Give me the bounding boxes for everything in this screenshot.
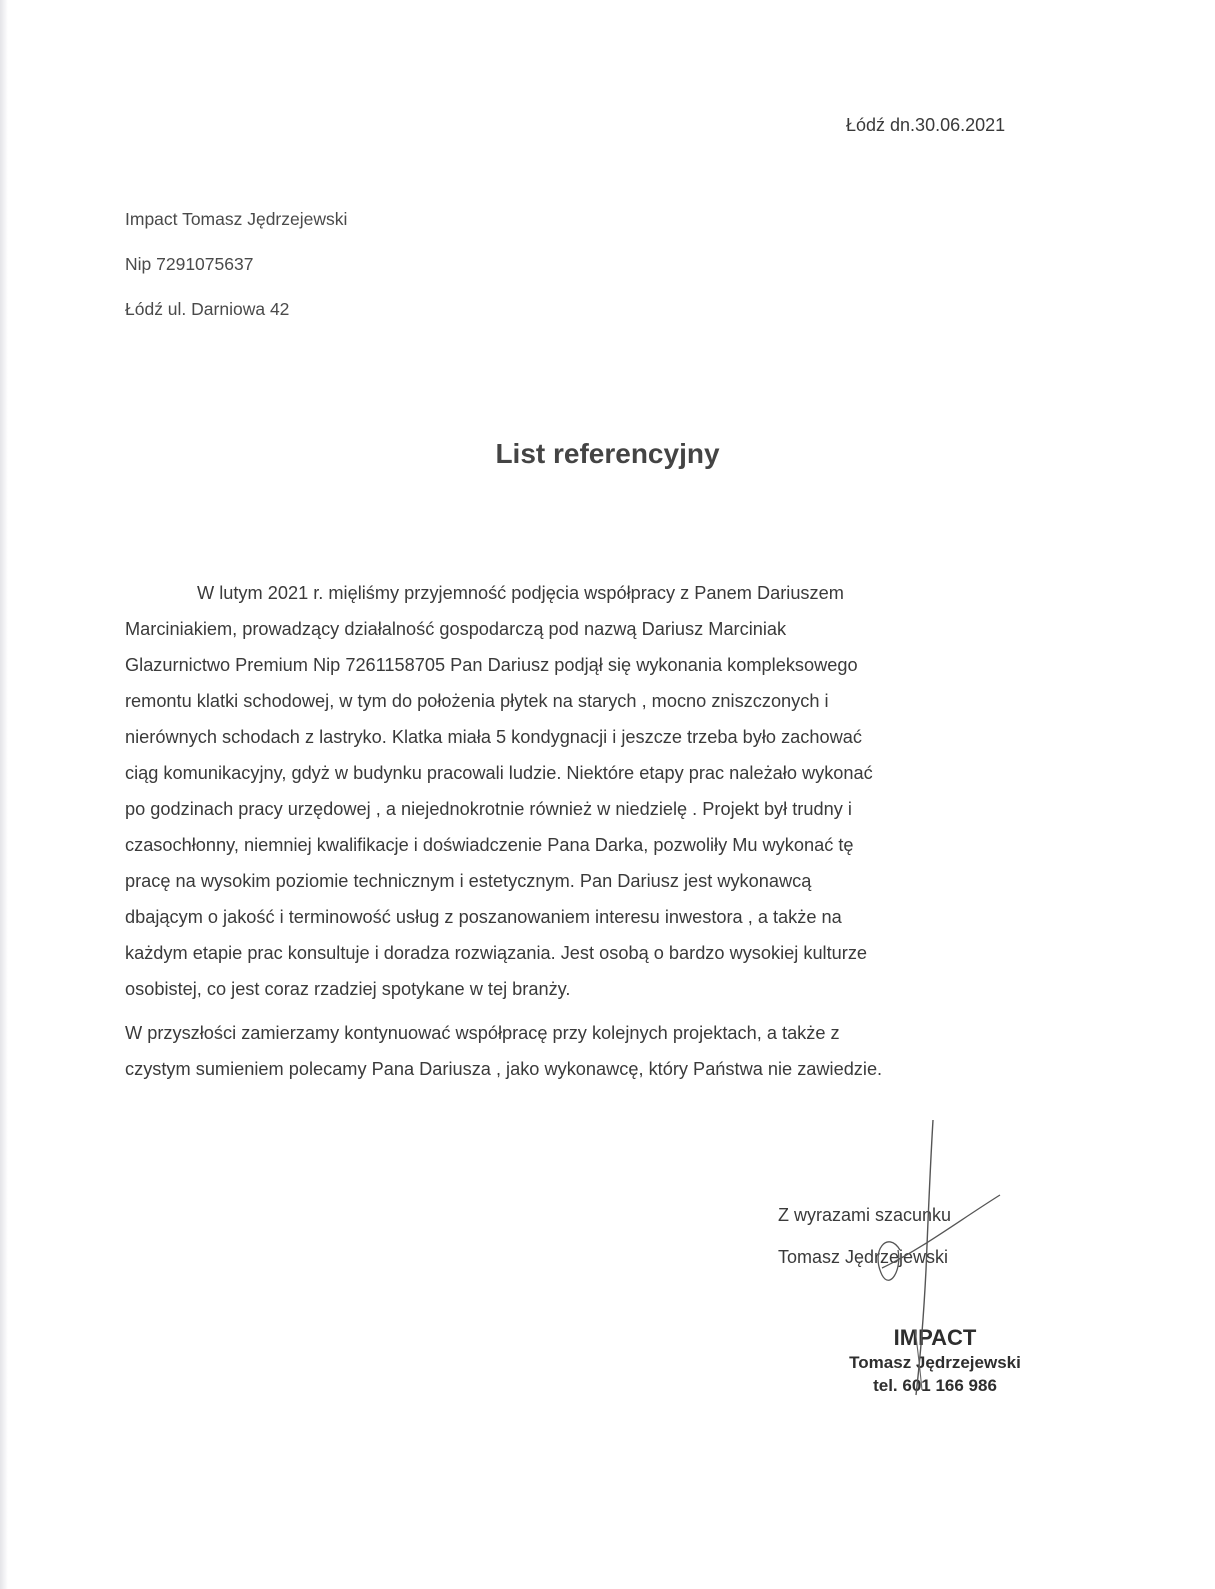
sender-block	[125, 208, 347, 343]
text-line: każdym etapie prac konsultuje i doradza rozwiązania. Jest osobą o bardzo wysokiej kulturze	[125, 943, 868, 963]
text-line: czystym sumieniem polecamy Pana Dariusza , jako wykonawcę, który Państwa nie zawiedzie.	[125, 1059, 883, 1079]
sender-company: Impact Tomasz Jędrzejewski	[125, 209, 348, 229]
text-line: remontu klatki schodowej, w tym do położenia płytek na starych , mocno zniszczonych i	[125, 691, 829, 711]
stamp-company: IMPACT	[893, 1325, 977, 1350]
closing-salutation: Z wyrazami szacunku	[778, 1205, 952, 1225]
company-stamp	[830, 1325, 1040, 1397]
text-line: ciąg komunikacyjny, gdyż w budynku pracowali ludzie. Niektóre etapy prac należało wykonać	[125, 763, 873, 783]
stamp-phone: tel. 601 166 986	[873, 1376, 997, 1395]
document-title: List referencyjny	[495, 438, 720, 469]
text-line: dbającym o jakość i terminowość usług z poszanowaniem interesu inwestora , a także na	[125, 907, 842, 927]
sender-nip: Nip 7291075637	[125, 254, 254, 274]
sender-address: Łódź ul. Darniowa 42	[125, 299, 290, 319]
text-line: osobistej, co jest coraz rzadziej spotykane w tej branży.	[125, 979, 571, 999]
text-line: Marciniakiem, prowadzący działalność gospodarczą pod nazwą Dariusz Marciniak	[125, 619, 787, 639]
scan-edge-shadow	[0, 0, 8, 1589]
closing-signer: Tomasz Jędrzejewski	[778, 1247, 949, 1267]
text-line: pracę na wysokim poziomie technicznym i estetycznym. Pan Dariusz jest wykonawcą	[125, 871, 812, 891]
stamp-name: Tomasz Jędrzejewski	[849, 1353, 1021, 1372]
text-line: Glazurnictwo Premium Nip 7261158705 Pan Dariusz podjął się wykonania kompleksowego	[125, 655, 858, 675]
paragraph-2	[125, 1015, 1085, 1087]
text-line: W lutym 2021 r. mięliśmy przyjemność podjęcia współpracy z Panem Dariuszem	[197, 583, 844, 603]
text-line: czasochłonny, niemniej kwalifikacje i doświadczenie Pana Darka, pozwoliły Mu wykonać tę	[125, 835, 854, 855]
closing-block	[778, 1203, 951, 1287]
place-and-date: Łódź dn.30.06.2021	[846, 115, 1006, 135]
text-line: W przyszłości zamierzamy kontynuować współpracę przy kolejnych projektach, a także z	[125, 1023, 840, 1043]
letter-body	[125, 575, 1085, 1087]
text-line: nierównych schodach z lastryko. Klatka miała 5 kondygnacji i jeszcze trzeba było zachować	[125, 727, 862, 747]
text-line: po godzinach pracy urzędowej , a niejednokrotnie również w niedzielę . Projekt był trudny i	[125, 799, 852, 819]
paragraph-1	[125, 575, 1085, 1007]
